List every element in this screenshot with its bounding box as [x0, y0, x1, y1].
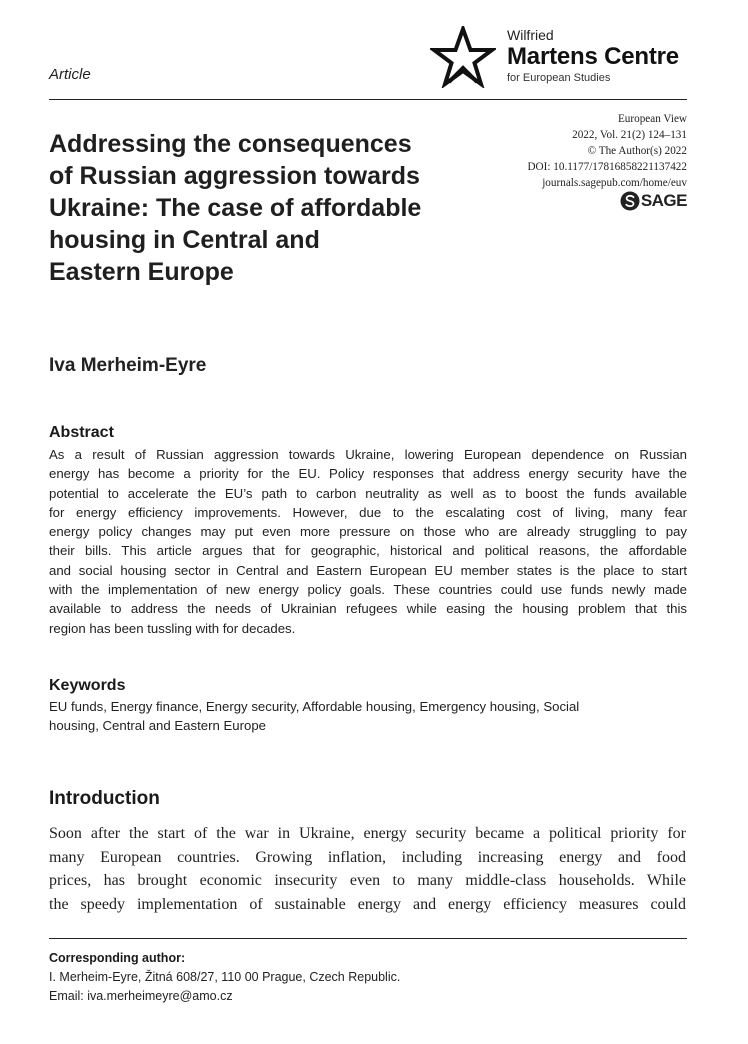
- abstract-text: [49, 445, 687, 638]
- abstract-line: and social housing sector in Central and Eastern European EU member states is the place to start: [49, 562, 687, 578]
- title-line: housing in Central and: [49, 226, 320, 254]
- abstract-line: energy policy changes may put even more pressure on those who are already struggling to pay: [49, 524, 687, 540]
- sage-wordmark: SAGE: [640, 191, 687, 210]
- intro-line: many European countries. Growing inflation, including increasing energy and food: [49, 848, 686, 866]
- logo-line-european-studies: for European Studies: [507, 72, 611, 84]
- abstract-line: available to address the needs of Ukrainian refugees while easing the housing problem that this: [49, 601, 687, 617]
- logo-line-wilfried: Wilfried: [507, 27, 554, 43]
- star-logo-icon: [430, 26, 496, 88]
- sage-s-icon: [620, 191, 640, 211]
- title-line: Eastern Europe: [49, 258, 234, 286]
- intro-line: prices, has brought economic insecurity even to many middle-class households. While: [49, 872, 686, 889]
- article-title: [49, 128, 489, 288]
- keywords-heading: Keywords: [49, 677, 126, 694]
- article-type-label: Article: [49, 66, 91, 83]
- journal-volume: 2022, Vol. 21(2) 124–131: [572, 129, 687, 141]
- author-name: Iva Merheim-Eyre: [49, 355, 207, 376]
- doi-text: DOI: 10.1177/17816858221137422: [527, 161, 687, 173]
- title-line: of Russian aggression towards: [49, 162, 420, 190]
- abstract-line: energy has become a priority for the EU. Policy responses that address energy security have the: [49, 466, 687, 482]
- corresponding-author-email[interactable]: Email: iva.merheimeyre@amo.cz: [49, 989, 233, 1003]
- copyright-notice: © The Author(s) 2022: [587, 145, 687, 157]
- journal-metadata: [427, 111, 687, 191]
- introduction-text: [49, 822, 686, 916]
- title-line: Ukraine: The case of affordable: [49, 194, 422, 222]
- abstract-heading: Abstract: [49, 424, 114, 441]
- abstract-line: potential to accelerate the EU’s path to carbon neutrality as well as to boost the funds available: [49, 485, 687, 501]
- sage-logo: [620, 189, 687, 213]
- intro-line: the speedy implementation of sustainable energy and energy efficiency measures could: [49, 895, 686, 913]
- footnote-rule: [49, 938, 687, 939]
- martens-centre-logo: [430, 26, 700, 90]
- intro-line: Soon after the start of the war in Ukraine, energy security became a political priority for: [49, 825, 686, 842]
- abstract-line: region has been tussling with for decades.: [49, 620, 296, 636]
- abstract-line: for energy efficiency improvements. However, due to the escalating cost of living, many fear: [49, 504, 687, 520]
- corresponding-author-address: I. Merheim-Eyre, Žitná 608/27, 110 00 Prague, Czech Republic.: [49, 970, 401, 984]
- logo-line-martens-centre: Martens Centre: [507, 43, 679, 70]
- journal-url-link[interactable]: journals.sagepub.com/home/euv: [542, 177, 687, 189]
- title-line: Addressing the consequences: [49, 130, 412, 158]
- header-rule: [49, 99, 687, 100]
- abstract-line: As a result of Russian aggression towards Ukraine, lowering European dependence on Russian: [49, 447, 687, 462]
- keywords-text: [49, 697, 687, 736]
- corresponding-author-heading: Corresponding author:: [49, 951, 186, 965]
- abstract-line: their bills. This article argues that for geographic, historical and political reasons, the affordable: [49, 543, 687, 559]
- abstract-line: with the implementation of new energy policy goals. These countries could use funds newly made: [49, 582, 687, 598]
- keywords-line: housing, Central and Eastern Europe: [49, 718, 267, 734]
- journal-name: European View: [617, 113, 687, 125]
- introduction-heading: Introduction: [49, 788, 160, 809]
- keywords-line: EU funds, Energy finance, Energy security, Affordable housing, Emergency housing, Social: [49, 699, 580, 714]
